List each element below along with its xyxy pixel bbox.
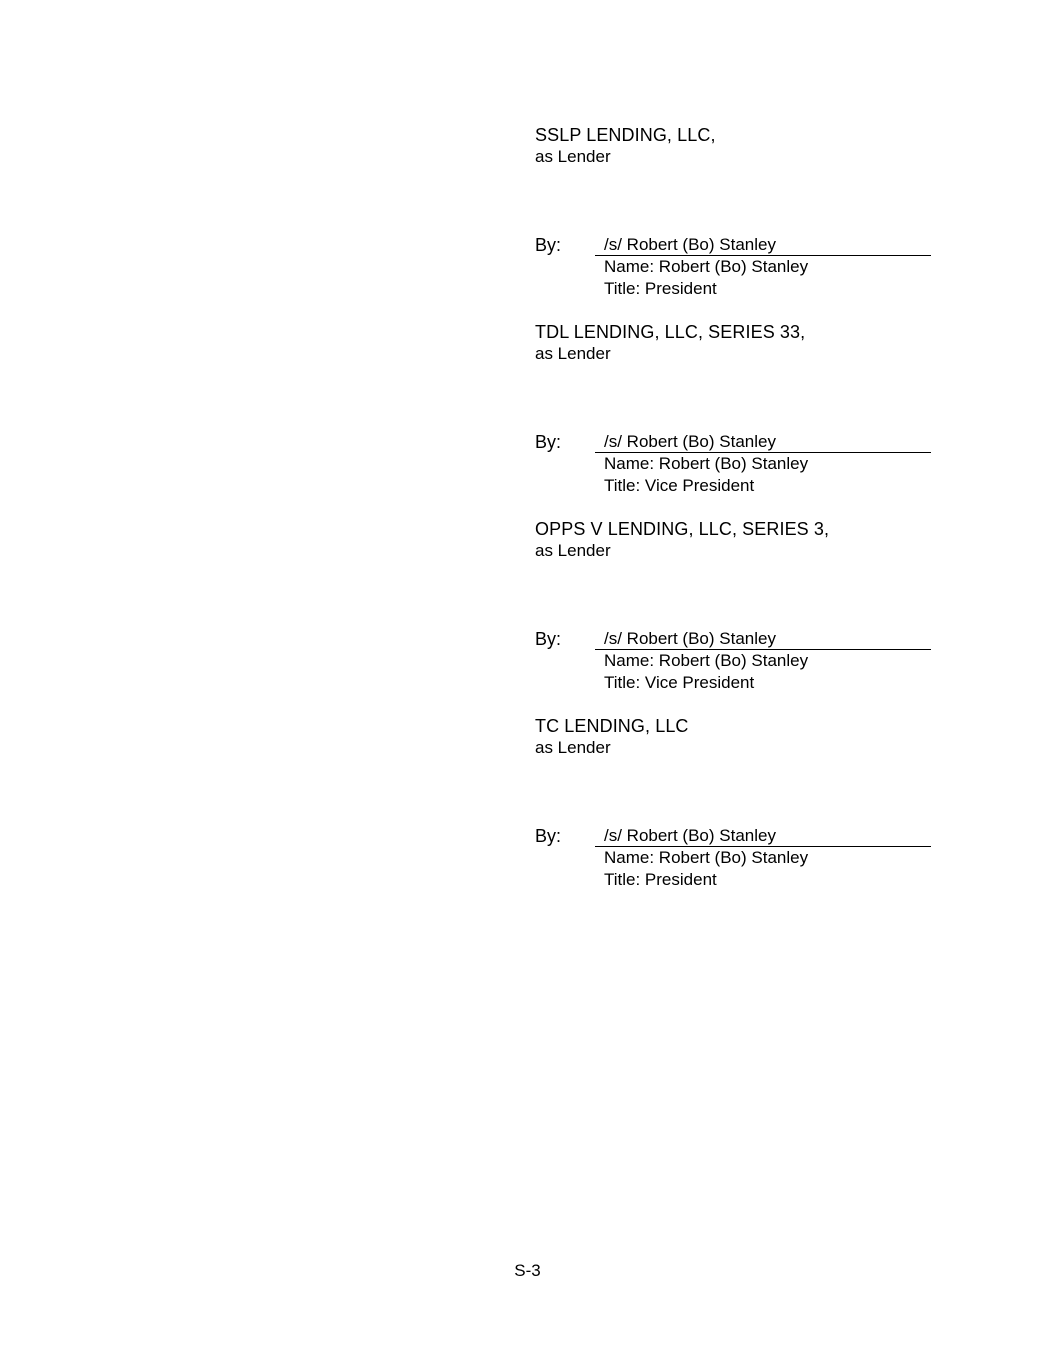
by-label: By:: [535, 432, 562, 452]
entity-role: as Lender: [535, 541, 611, 560]
signature-line: [595, 628, 931, 650]
signature-line: [595, 825, 931, 847]
signatory-title: Title: Vice President: [604, 476, 755, 495]
signature-block-opps: [535, 518, 935, 694]
signatory-name: Name: Robert (Bo) Stanley: [604, 454, 809, 473]
entity-name: OPPS V LENDING, LLC, SERIES 3,: [535, 519, 830, 539]
signatory-name: Name: Robert (Bo) Stanley: [604, 848, 809, 867]
signature-area: [535, 234, 935, 300]
signatory-title: Title: President: [604, 870, 717, 889]
entity-role: as Lender: [535, 147, 611, 166]
signatory-name: Name: Robert (Bo) Stanley: [604, 257, 809, 276]
by-label: By:: [535, 235, 562, 255]
signatory-title: Title: Vice President: [604, 673, 755, 692]
page-number: S-3: [514, 1261, 541, 1280]
signature-area: [535, 431, 935, 497]
signature-text: /s/ Robert (Bo) Stanley: [604, 235, 776, 254]
entity-name: SSLP LENDING, LLC,: [535, 125, 716, 145]
signatory-name: Name: Robert (Bo) Stanley: [604, 651, 809, 670]
signature-area: [535, 825, 935, 891]
signature-line: [595, 431, 931, 453]
signatory-title: Title: President: [604, 279, 717, 298]
entity-role: as Lender: [535, 738, 611, 757]
entity-role: as Lender: [535, 344, 611, 363]
signature-block-tc: [535, 715, 935, 891]
signature-text: /s/ Robert (Bo) Stanley: [604, 629, 776, 648]
signature-line: [595, 234, 931, 256]
entity-name: TDL LENDING, LLC, SERIES 33,: [535, 322, 806, 342]
signature-area: [535, 628, 935, 694]
signature-block-tdl: [535, 321, 935, 497]
by-label: By:: [535, 629, 562, 649]
signature-text: /s/ Robert (Bo) Stanley: [604, 432, 776, 451]
by-label: By:: [535, 826, 562, 846]
entity-name: TC LENDING, LLC: [535, 716, 689, 736]
signature-block-sslp: [535, 124, 935, 300]
signature-text: /s/ Robert (Bo) Stanley: [604, 826, 776, 845]
